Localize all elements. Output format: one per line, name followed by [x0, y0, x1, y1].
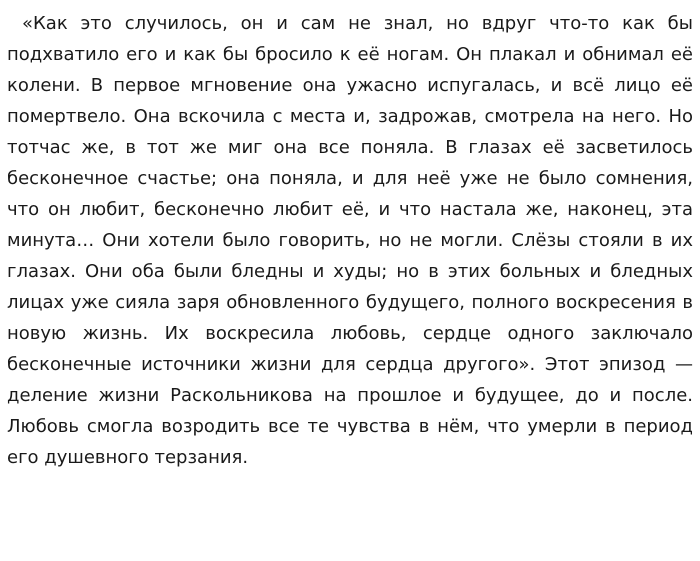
body-paragraph: «Как это случилось, он и сам не знал, но вдруг что-то как бы подхватило его и как бы бросило к её ногам. Он плакал и обнимал её колени. В первое мгновение она ужасно испугалась, и всё лицо её помертвело. Она вскочила с места и, задрожав, смотрела на него. Но тотчас же, в тот же миг она все поняла. В глазах её засветилось бесконечное счастье; она поняла, и для неё уже не было сомнения, что он любит, бесконечно любит её, и что настала же, наконец, эта минута… Они хотели было говорить, но не могли. Слёзы стояли в их глазах. Они оба были бледны и худы; но в этих больных и бледных лицах уже сияла заря обновленного будущего, полного воскресения в новую жизнь. Их воскресила любовь, сердце одного заключало бесконечные источники жизни для сердца другого». Этот эпизод — деление жизни Раскольникова на прошлое и будущее, до и после. Любовь смогла возродить все те чувства в нём, что умерли в период его душевного терзания.: [7, 13, 693, 468]
